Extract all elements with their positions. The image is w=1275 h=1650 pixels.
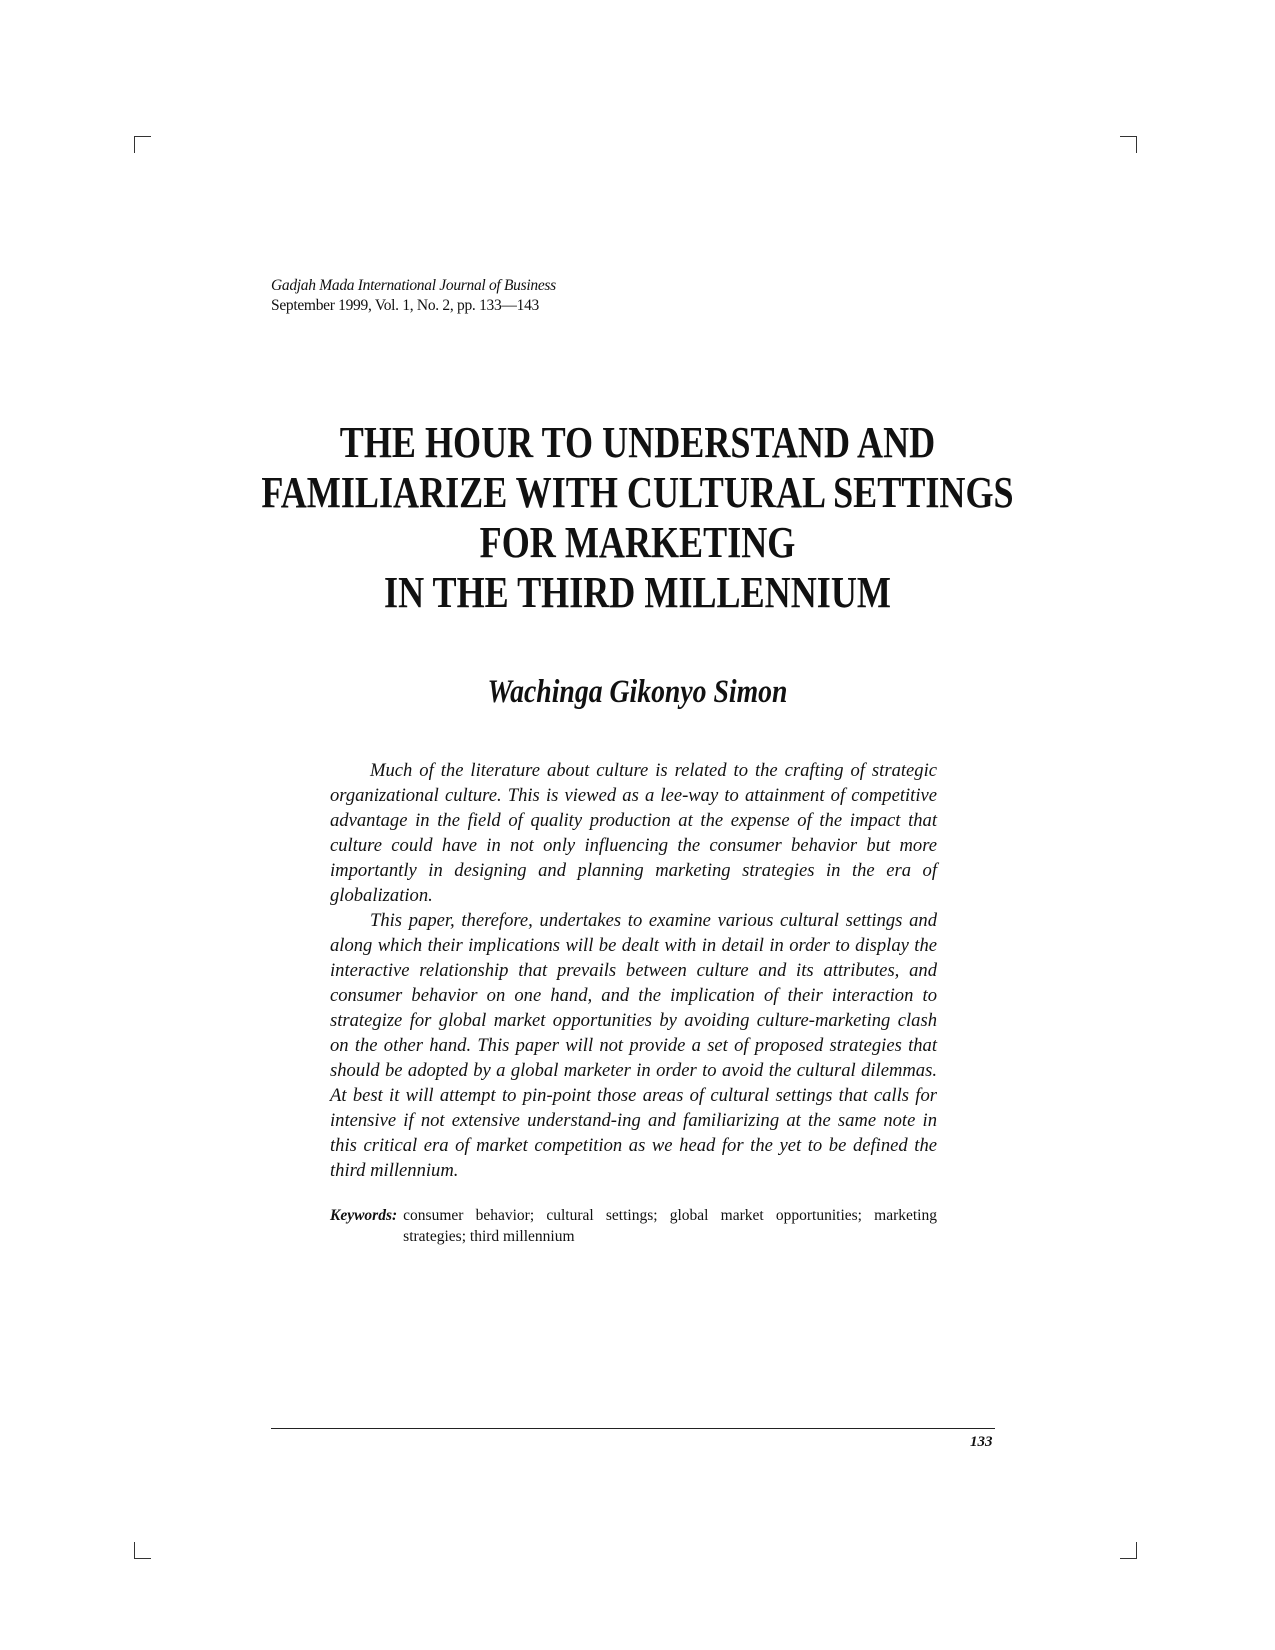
keywords	[330, 1205, 937, 1247]
crop-mark-bottom-left	[134, 1542, 151, 1559]
keywords-text: consumer behavior; cultural settings; global market opportunities; marketing strategies; third millennium	[403, 1207, 937, 1245]
title-line: THE HOUR TO UNDERSTAND AND	[339, 418, 936, 467]
footer-rule	[271, 1428, 995, 1429]
abstract	[330, 758, 937, 1183]
author	[0, 674, 1275, 711]
paper-title	[0, 418, 1275, 618]
crop-mark-top-left	[134, 136, 151, 153]
crop-mark-bottom-right	[1120, 1542, 1137, 1559]
author-name: Wachinga Gikonyo Simon	[487, 674, 788, 710]
abstract-paragraph: This paper, therefore, undertakes to examine various cultural settings and along which their implications will be dealt with in detail in order to display the interactive relationship that prevails between culture and its attributes, and consumer behavior on one hand, and the implication of their interaction to strategize for global market opportunities by avoiding culture-marketing clash on the other hand. This paper will not provide a set of proposed strategies that should be adopted by a global marketer in order to avoid the cultural dilemmas. At best it will attempt to pin-point those areas of cultural settings that calls for intensive if not extensive understand-ing and familiarizing at the same note in this critical era of market competition as we head for the yet to be defined the third millennium.	[330, 910, 937, 1181]
title-line: FAMILIARIZE WITH CULTURAL SETTINGS	[261, 468, 1014, 517]
abstract-paragraph: Much of the literature about culture is related to the crafting of strategic organizational culture. This is viewed as a lee-way to attainment of competitive advantage in the field of quality production at the expense of the impact that culture could have in not only influencing the consumer behavior but more importantly in designing and planning marketing strategies in the era of globalization.	[330, 760, 937, 906]
title-line: FOR MARKETING	[479, 518, 796, 567]
journal-header	[271, 276, 556, 316]
citation: September 1999, Vol. 1, No. 2, pp. 133—143	[271, 297, 539, 314]
title-line: IN THE THIRD MILLENNIUM	[384, 568, 891, 617]
crop-mark-top-right	[1120, 136, 1137, 153]
keywords-label: Keywords:	[330, 1207, 398, 1224]
page-number: 133	[970, 1434, 993, 1450]
journal-name: Gadjah Mada International Journal of Business	[271, 277, 556, 294]
